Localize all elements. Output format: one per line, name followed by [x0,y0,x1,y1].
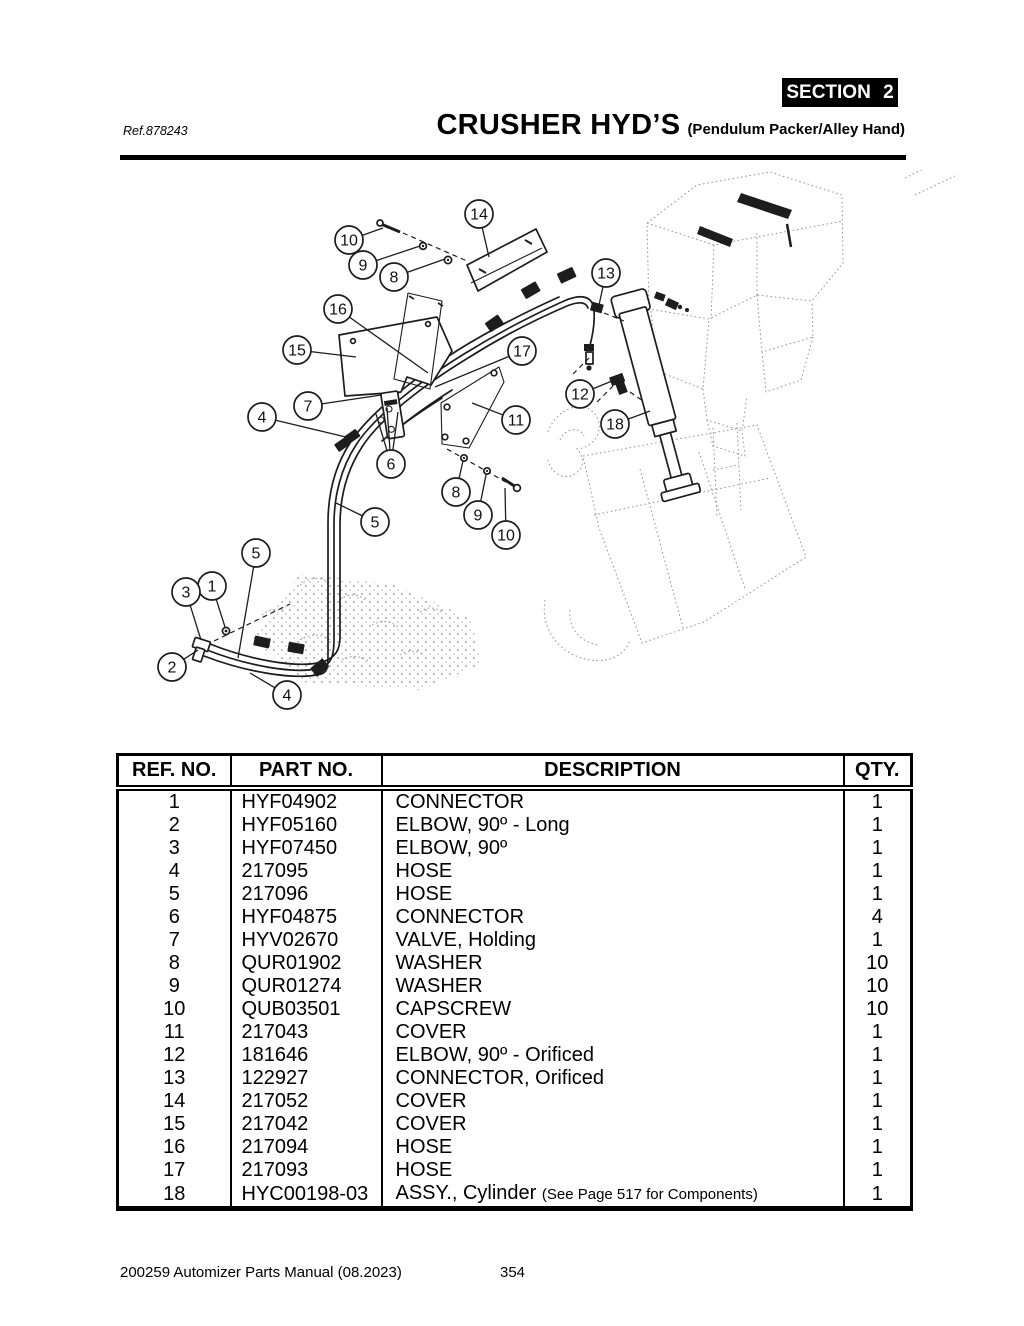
cell-ref: 9 [168,975,180,997]
callout-number: 8 [389,269,399,287]
cell-qty: 1 [844,1113,912,1136]
callout-leader-line [459,461,463,478]
cell-part: 217093 [231,1159,382,1182]
table-row [118,1159,912,1182]
parts-table-grid [116,753,913,1211]
cell-desc: WASHER [382,975,844,998]
cell-qty: 1 [844,883,912,906]
cell-part: 217042 [231,1113,382,1136]
cell-ref: 6 [168,906,180,928]
cell-part: 181646 [231,1044,382,1067]
cell-ref: 5 [168,883,180,905]
parts-table-header [118,755,912,789]
callout-8 [442,461,470,506]
callout-number: 12 [571,386,589,404]
cell-part: QUB03501 [231,998,382,1021]
table-row [118,837,912,860]
cell-ref: 13 [163,1067,186,1089]
footer-page-number: 354 [500,1264,526,1281]
title-row [0,109,905,142]
table-row [118,906,912,929]
callout-leader-line [250,673,275,688]
table-row [118,1113,912,1136]
cell-ref: 16 [163,1136,186,1158]
table-row [118,952,912,975]
callout-number: 14 [470,206,488,224]
cell-ref: 2 [168,814,180,836]
cell-part: HYV02670 [231,929,382,952]
hose-attach-point [654,291,689,312]
callout-number: 15 [288,342,306,360]
cell-desc: COVER [382,1090,844,1113]
callout-number: 4 [282,687,292,705]
callout-leader-line [216,599,225,627]
parts-table [116,753,913,1211]
cell-desc-note: (See Page 517 for Components) [541,1186,758,1203]
cell-desc: CONNECTOR [382,906,844,929]
cell-desc: CONNECTOR, Orificed [382,1067,844,1090]
callout-9 [464,475,492,529]
callout-leader-line [505,488,506,521]
cell-ref: 12 [163,1044,186,1066]
cell-part: HYF04875 [231,906,382,929]
callout-2 [158,650,198,681]
cell-qty: 1 [844,1182,912,1209]
callout-number: 9 [473,507,483,525]
cell-qty: 10 [844,975,912,998]
cell-qty: 1 [844,1021,912,1044]
callout-leader-line [276,420,350,438]
ghost-speckle-cluster [252,574,482,690]
parts-diagram [0,170,1024,755]
cell-part: 217094 [231,1136,382,1159]
cell-qty: 1 [844,837,912,860]
callout-14 [465,200,493,257]
cell-qty: 1 [844,1067,912,1090]
column-header: REF. NO. [118,755,231,789]
table-row [118,1182,912,1209]
cell-part: HYF04902 [231,788,382,814]
cell-desc: HOSE [382,883,844,906]
cell-part: 217052 [231,1090,382,1113]
page-title: CRUSHER HYD’S [436,109,681,141]
cell-desc: WASHER [382,952,844,975]
column-header: QTY. [844,755,912,789]
callout-number: 3 [181,584,191,602]
callout-number: 7 [303,398,313,416]
cell-ref: 4 [168,860,180,882]
callout-1 [198,572,226,627]
cell-ref: 10 [163,998,186,1020]
callout-10 [492,488,520,549]
column-header: DESCRIPTION [382,755,844,789]
callout-5 [336,503,389,536]
cell-desc: COVER [382,1021,844,1044]
cell-qty: 1 [844,860,912,883]
callout-4 [250,673,301,709]
callout-leader-line [481,475,486,501]
callout-leader-line [190,605,201,640]
cell-qty: 1 [844,1044,912,1067]
header-rule [120,155,906,160]
cell-desc: HOSE [382,1159,844,1182]
cell-desc: COVER [382,1113,844,1136]
cell-qty: 10 [844,952,912,975]
ref-number: Ref.878243 [123,124,188,138]
cell-ref: 18 [163,1182,186,1205]
cell-qty: 1 [844,814,912,837]
callout-leader-line [376,246,420,261]
callout-number: 4 [257,409,267,427]
callout-number: 2 [167,659,177,677]
callout-number: 5 [370,514,380,532]
callout-number: 11 [507,412,525,430]
cell-desc: VALVE, Holding [382,929,844,952]
callout-leader-line [407,259,445,272]
cell-part: HYF05160 [231,814,382,837]
callout-number: 9 [358,257,368,275]
callout-7 [294,392,381,420]
section-badge: SECTION 2 [782,78,898,107]
cell-ref: 8 [168,952,180,974]
cell-qty: 1 [844,1159,912,1182]
callout-number: 16 [329,301,347,319]
callout-number: 5 [251,545,261,563]
cell-part: 217043 [231,1021,382,1044]
cell-ref: 17 [163,1159,186,1181]
cell-qty: 1 [844,1136,912,1159]
cell-ref: 11 [163,1021,185,1043]
cell-qty: 1 [844,929,912,952]
column-header: PART NO. [231,755,382,789]
table-row [118,788,912,814]
table-row [118,1044,912,1067]
cell-part: 122927 [231,1067,382,1090]
callout-leader-line [238,567,254,658]
cell-part: QUR01274 [231,975,382,998]
table-row [118,975,912,998]
table-row [118,883,912,906]
cell-qty: 4 [844,906,912,929]
cell-desc: HOSE [382,1136,844,1159]
callout-number: 13 [597,265,615,283]
cell-part: HYF07450 [231,837,382,860]
parts-table-body [118,788,912,1209]
table-row [118,998,912,1021]
cell-desc: ELBOW, 90º - Orificed [382,1044,844,1067]
cell-ref: 15 [163,1113,186,1135]
cell-desc: CONNECTOR [382,788,844,814]
cell-qty: 1 [844,788,912,814]
cell-ref: 14 [163,1090,186,1112]
callout-leader-line [593,381,612,389]
callout-number: 8 [451,484,461,502]
callout-8 [380,259,445,291]
callout-number: 10 [340,232,358,250]
callout-number: 6 [386,456,396,474]
table-row [118,1090,912,1113]
callout-number: 18 [606,416,624,434]
footer-manual-label: 200259 Automizer Parts Manual (08.2023) [120,1264,402,1281]
ghost-machine-body [647,170,958,456]
callout-11 [472,403,530,434]
table-row [118,860,912,883]
callout-number: 17 [513,343,531,361]
cell-desc: ELBOW, 90º - Long [382,814,844,837]
cell-part: 217095 [231,860,382,883]
cell-qty: 10 [844,998,912,1021]
cell-desc: HOSE [382,860,844,883]
callout-number: 1 [207,578,217,596]
page-subtitle: (Pendulum Packer/Alley Hand) [687,121,905,138]
cell-ref: 3 [168,837,180,859]
table-row [118,1067,912,1090]
cell-ref: 1 [168,791,180,813]
cell-part: 217096 [231,883,382,906]
callout-3 [172,578,201,640]
callout-number: 10 [497,527,515,545]
cell-desc: CAPSCREW [382,998,844,1021]
callout-18 [601,410,650,438]
cell-desc: ASSY., Cylinder (See Page 517 for Components) [382,1182,844,1209]
table-row [118,814,912,837]
cell-part: QUR01902 [231,952,382,975]
cell-part: HYC00198-03 [231,1182,382,1209]
callout-leader-line [362,228,383,235]
table-row [118,1136,912,1159]
cell-desc: ELBOW, 90º [382,837,844,860]
ghost-pendulum-panel [544,407,806,661]
table-row [118,929,912,952]
callout-leader-line [482,228,489,257]
cell-qty: 1 [844,1090,912,1113]
callout-10 [335,226,383,254]
cell-ref: 7 [168,929,180,951]
table-row [118,1021,912,1044]
callout-leader-line [599,287,603,305]
cover-11 [441,367,504,448]
